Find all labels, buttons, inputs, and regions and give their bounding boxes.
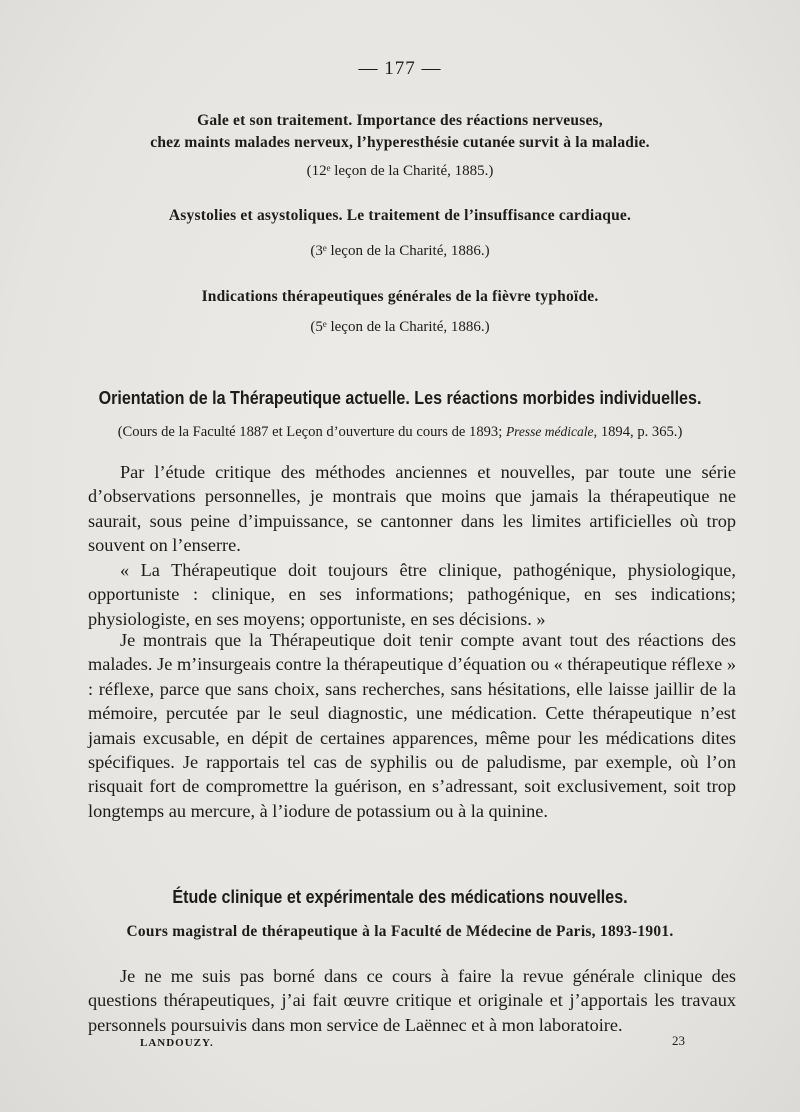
section-title: Étude clinique et expérimentale des médications nouvelles. (172, 886, 628, 907)
footer-author: LANDOUZY. (140, 1037, 214, 1049)
page-number: — 177 — (358, 58, 442, 79)
body-paragraph: Je ne me suis pas borné dans ce cours à faire la revue générale clinique des questions thérapeutiques, j’ai fait œuvre critique et originale et j’apportais les travaux personnels poursuivis dans mon service de Laënnec et à mon laboratoire. (88, 966, 736, 1035)
journal-name: Presse médicale (505, 424, 594, 439)
section-subtitle: Cours magistral de thérapeutique à la Faculté de Médecine de Paris, 1893-1901. (126, 923, 674, 940)
section-title: Orientation de la Thérapeutique actuelle. Les réactions morbides individuelles. (98, 387, 702, 408)
body-paragraph: Par l’étude critique des méthodes anciennes et nouvelles, par toute une série d’observations personnelles, je montrais que moins que jamais la thérapeutique ne saurait, sous peine d’impuissance, se cantonner dans les limites artificielles où trop souvent on l’enserre. (88, 462, 736, 556)
lecture-source: (5ᵉ leçon de la Charité, 1886.) (310, 319, 490, 335)
lecture-source: (3ᵉ leçon de la Charité, 1886.) (310, 243, 490, 259)
lecture-title: chez maints malades nerveux, l’hyperesthésie cutanée survit à la maladie. (150, 134, 650, 151)
signature-number: 23 (672, 1033, 685, 1048)
lecture-title: Indications thérapeutiques générales de la fièvre typhoïde. (201, 288, 599, 305)
body-paragraph: Je montrais que la Thérapeutique doit tenir compte avant tout des réactions des malades. Je m’insurgeais contre la thérapeutique d’équation ou « thérapeutique réflexe » : réflexe, parce que sans choix, sans recherches, sans hésitations, elle laisse jaillir de la mémoire, percutée par le seul diagnostic, une médication. Cette thérapeutique n’est jamais excusable, en dépit de certaines apparences, même pour les médications dites spécifiques. Je rapportais tel cas de syphilis ou de paludisme, par exemple, où l’on risquait fort de compromettre la guérison, en s’adressant, soit exclusivement, soit trop longtemps au mercure, à l’iodure de potassium ou à la quinine. (88, 630, 736, 821)
lecture-title: Asystolies et asystoliques. Le traitement de l’insuffisance cardiaque. (168, 207, 632, 224)
section-source: (Cours de la Faculté 1887 et Leçon d’ouverture du cours de 1893; Presse médicale, 1894, p. 365.) (117, 424, 683, 440)
lecture-source: (12ᵉ leçon de la Charité, 1885.) (306, 163, 494, 179)
body-paragraph: « La Thérapeutique doit toujours être clinique, pathogénique, physiologique, opportuniste : clinique, en ses informations; pathogénique, en ses indications; physiologiste, en ses moyens; opportuniste, en ses décisions. » (88, 560, 736, 629)
lecture-title: Gale et son traitement. Importance des réactions nerveuses, (197, 112, 603, 129)
